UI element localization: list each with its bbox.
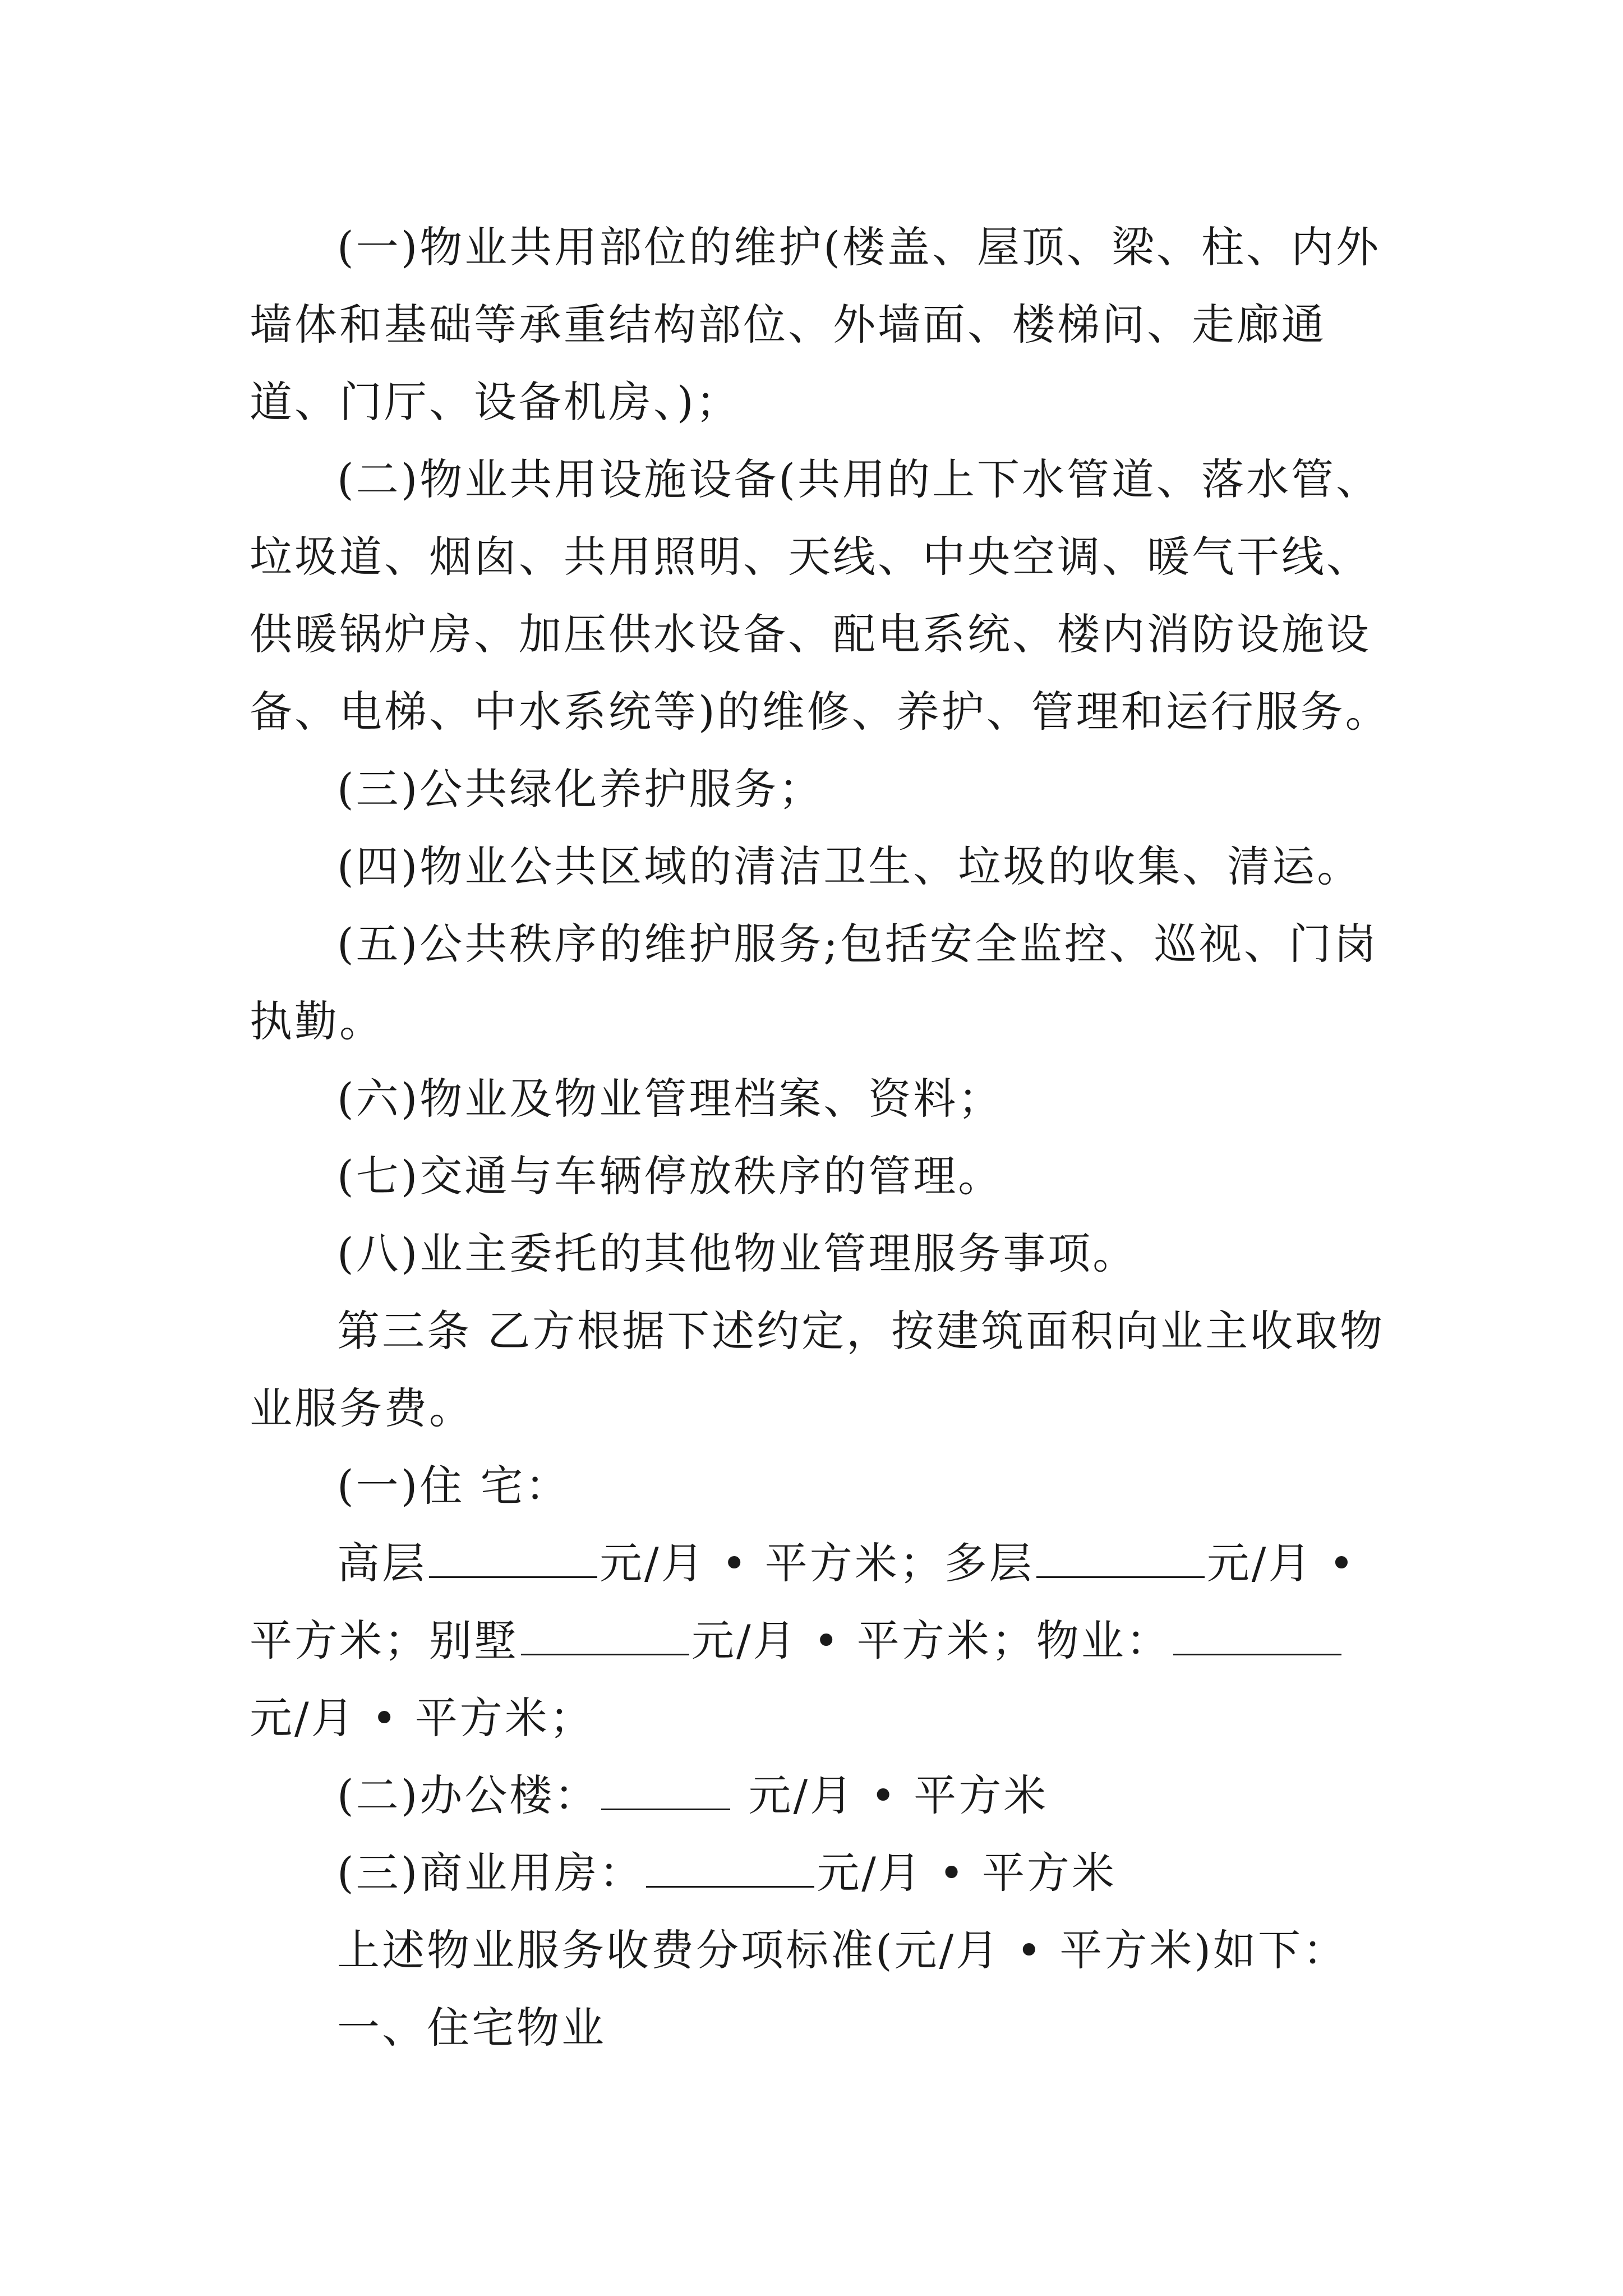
office-fee <box>250 1757 1394 1834</box>
unit-duoceng: 元/月 • 平 <box>250 1538 1357 1665</box>
label-gaoceng: 高层 <box>337 1538 427 1588</box>
unit-shop: 元/月 • 平方米 <box>817 1848 1117 1898</box>
document-body <box>250 209 1394 2067</box>
item-5-order: (五)公共秩序的维护服务;包括安全监控、巡视、门岗执勤。 <box>250 919 1378 1046</box>
blank-gaoceng[interactable] <box>429 1542 597 1578</box>
item-8-other: (八)业主委托的其他物业管理服务事项。 <box>337 1228 1138 1278</box>
blank-shop[interactable] <box>646 1851 814 1888</box>
shop-fee <box>250 1834 1394 1912</box>
residential-heading: (一)住 宅： <box>337 1461 570 1511</box>
item-3-greening: (三)公共绿化养护服务； <box>337 764 824 814</box>
blank-wuye[interactable] <box>1173 1619 1341 1655</box>
blank-bieshu[interactable] <box>521 1619 689 1655</box>
section-residential-property: 一、住宅物业 <box>337 2003 606 2053</box>
label-bieshu: 方米；别墅 <box>294 1616 519 1665</box>
unit-wuye-b: 月 • 平方米； <box>311 1693 594 1743</box>
item-2-common-facilities: (二)物业共用设施设备(共用的上下水管道、落水管、垃圾道、烟囱、共用照明、天线、中央空调、暖气干线、供暖锅炉房、加压供水设备、配电系统、楼内消防设施设备、电梯、中水系统等)的维修、养护、管理和运行服务。 <box>250 454 1390 737</box>
blank-duoceng[interactable] <box>1036 1542 1205 1578</box>
item-6-archives: (六)物业及物业管理档案、资料； <box>337 1074 1003 1124</box>
item-7-traffic: (七)交通与车辆停放秩序的管理。 <box>337 1151 1003 1201</box>
unit-bieshu: 元/月 • 平方米 <box>691 1616 992 1665</box>
blank-office[interactable] <box>601 1774 730 1810</box>
label-office: (二)办公楼： <box>337 1770 600 1820</box>
fee-breakdown-intro: 上述物业服务收费分项标准(元/月 • 平方米)如下： <box>337 1925 1348 1975</box>
item-4-cleaning: (四)物业公共区域的清洁卫生、垃圾的收集、清运。 <box>337 841 1362 891</box>
unit-gaoceng: 元/月 • 平方米 <box>600 1538 900 1588</box>
label-shop: (三)商业用房： <box>337 1848 644 1898</box>
unit-office: 元/月 • 平方米 <box>732 1770 1049 1820</box>
label-wuye: ；物业： <box>991 1616 1171 1665</box>
label-duoceng: ；多层 <box>899 1538 1034 1588</box>
item-1-common-parts: (一)物业共用部位的维护(楼盖、屋顶、梁、柱、内外墙体和基础等承重结构部位、外墙面、楼梯问、走廊通道、门厅、设备机房、)； <box>250 222 1381 427</box>
residential-fees <box>250 1525 1394 1757</box>
unit-wuye-a: 元/ <box>250 1693 311 1743</box>
article-3: 第三条 乙方根据下述约定，按建筑面积向业主收取物业服务费。 <box>250 1306 1385 1433</box>
